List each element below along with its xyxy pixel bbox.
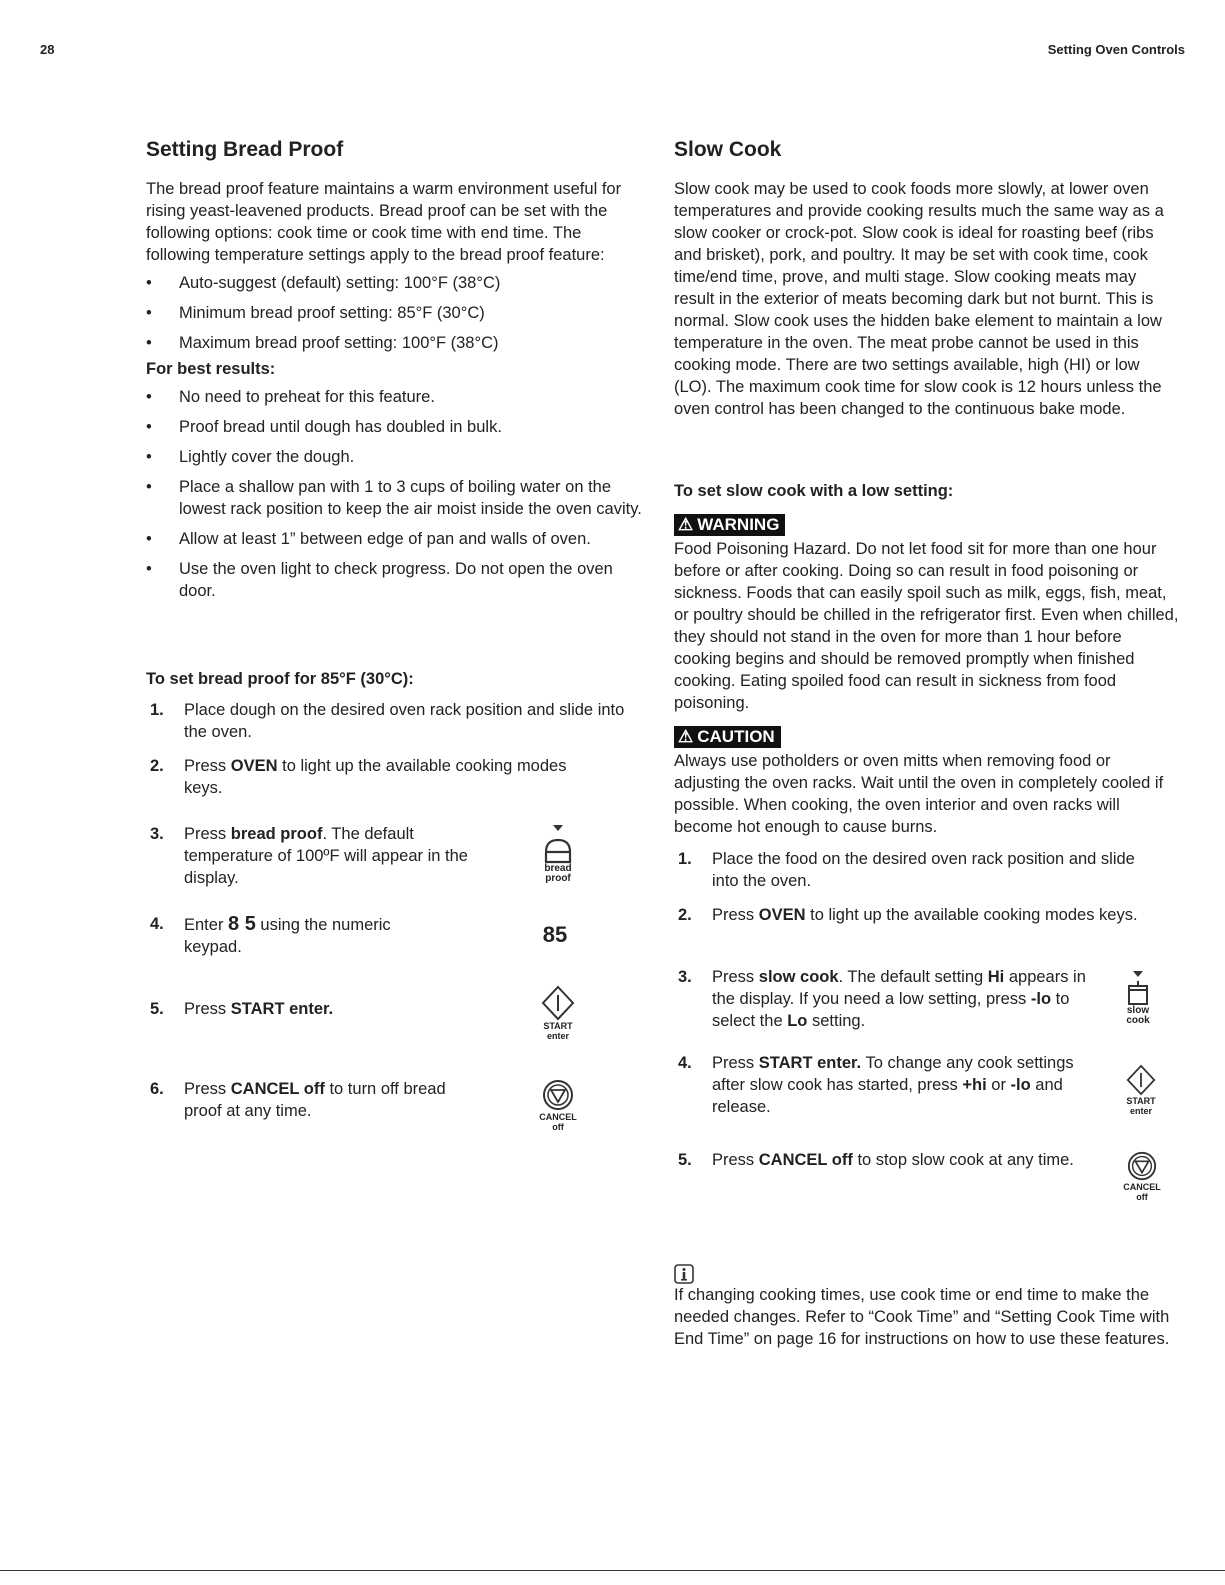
bread-proof-steps-heading: To set bread proof for 85°F (30°C):: [146, 670, 414, 688]
slow-cook-key[interactable]: [1118, 970, 1158, 1026]
step-text: Place the food on the desired oven rack position and slide into the oven.: [712, 850, 1135, 890]
start-key-text: START: [1126, 1096, 1156, 1106]
cancel-icon: [1126, 1150, 1158, 1182]
oven-key-label: OVEN: [758, 906, 806, 924]
step-text: or: [986, 1076, 1011, 1094]
step-2: [146, 755, 636, 801]
start-key-text: enter: [546, 1031, 569, 1041]
cancel-key-label: CANCEL off: [230, 1080, 325, 1098]
list-item: • Maximum bread proof setting: 100°F (38°C): [146, 332, 646, 354]
indicator-arrow-icon: [1132, 970, 1144, 978]
step-text: setting.: [807, 1012, 866, 1030]
step-number: 2.: [150, 757, 164, 775]
step-text: . The default temperature of 100ºF will appear in the display.: [184, 825, 468, 887]
step-number: 2.: [678, 906, 692, 924]
start-key-text: START: [543, 1021, 573, 1031]
list-item: • Proof bread until dough has doubled in bulk.: [146, 416, 646, 438]
page-bottom-rule: [0, 1570, 1225, 1571]
slow-step-1: [674, 848, 1174, 894]
cancel-icon: [541, 1078, 575, 1112]
lo-key-label: -lo: [1030, 990, 1052, 1008]
list-item: • Minimum bread proof setting: 85°F (30°C): [146, 302, 646, 324]
caution-label: CAUTION: [697, 727, 775, 746]
slow-cook-key-text: slow: [1126, 1005, 1150, 1016]
slow-cook-key-text: cook: [1126, 1015, 1150, 1026]
bread-proof-icon: [543, 838, 573, 864]
slow-step-5: [674, 1149, 1174, 1195]
start-icon: [1126, 1064, 1156, 1096]
start-key[interactable]: [1120, 1064, 1162, 1116]
slow-step-3: [674, 966, 1174, 1036]
cancel-key-text: off: [1136, 1192, 1148, 1202]
start-icon: [541, 985, 575, 1021]
start-key-label: START enter.: [230, 1000, 334, 1018]
slow-step-2: [674, 904, 1174, 950]
info-icon: [674, 1264, 694, 1284]
note-text: If changing cooking times, use cook time or end time to make the needed changes. Refer to “Cook Time” and “Setting Cook Time with End Time” on page 16 for instructions on how to use these features.: [674, 1286, 1170, 1348]
cancel-key-text: CANCEL: [539, 1112, 577, 1122]
cancel-key-text: off: [552, 1122, 564, 1132]
step-number: 1.: [150, 701, 164, 719]
cancel-key[interactable]: [530, 1078, 586, 1132]
step-text: to turn off bread proof at any time.: [184, 1080, 446, 1120]
step-1: [146, 699, 636, 745]
step-text: Press: [184, 1000, 231, 1018]
slow-cook-title: Slow Cook: [674, 138, 782, 161]
step-text: to light up the available cooking modes keys.: [805, 906, 1138, 924]
bread-proof-key-text: bread: [544, 863, 572, 874]
cancel-key[interactable]: [1115, 1150, 1169, 1202]
slow-cook-column: [674, 138, 1180, 420]
list-item: • Place a shallow pan with 1 to 3 cups of boiling water on the lowest rack position to keep the air moist inside the oven cavity.: [146, 476, 646, 520]
step-number: 6.: [150, 1080, 164, 1098]
slow-cook-intro: Slow cook may be used to cook foods more slowly, at lower oven temperatures and provide cooking results much the same way as a slow cooker or crock-pot. Slow cook is ideal for roasting beef (ribs and brisket), pork, and poultry. It may be set with cook time, cook time/end time, prove, and multi stage. Slow cooking meats may result in the exterior of meats becoming dark but not burnt. This is normal. Slow cook uses the hidden bake element to maintain a low temperature in the oven. The meat probe cannot be used in this cooking mode. There are two settings available, high (HI) or low (LO). The maximum cook time for slow cook is 12 hours unless the oven control has been changed to the continuous bake mode.: [674, 180, 1164, 418]
bread-proof-intro: The bread proof feature maintains a warm environment useful for rising yeast-leavened products. Bread proof can be set with the following options: cook time or cook time with end time. The following temperature settings apply to the bread proof feature:: [146, 180, 622, 264]
step-number: 3.: [678, 968, 692, 986]
page-number: 28: [40, 42, 55, 57]
step-text: Press: [184, 825, 231, 843]
warning-label: WARNING: [697, 515, 780, 534]
step-text: Press: [184, 1080, 231, 1098]
cancel-key-label: CANCEL off: [758, 1151, 853, 1169]
step-text: Press: [184, 757, 231, 775]
warning-text: Food Poisoning Hazard. Do not let food sit for more than one hour before or after cooking. Doing so can result in food poisoning or sickness. Foods that can easily spoil such as milk, eggs, fish, meat, or poultry should be chilled in the refrigerator first. Even when chilled, they should not stand in the oven for more than 1 hour before cooking begins and should be removed promptly when finished cooking. Eating spoiled food can result in sickness from food poisoning.: [674, 540, 1179, 712]
step-text: Press: [712, 906, 759, 924]
step-text: To change any cook settings after slow cook has started, press: [712, 1054, 1074, 1094]
indicator-arrow-icon: [552, 824, 564, 832]
keypad-digits: 8 5: [228, 913, 256, 935]
cancel-key-text: CANCEL: [1123, 1182, 1161, 1192]
step-text: using the numeric keypad.: [184, 916, 391, 956]
slow-cook-icon: [1124, 980, 1152, 1006]
step-text: to light up the available cooking modes keys.: [184, 757, 567, 797]
list-item: • Auto-suggest (default) setting: 100°F (38°C): [146, 272, 646, 294]
bread-proof-key-text: proof: [545, 873, 571, 884]
step-text: Press: [712, 1054, 759, 1072]
caution-badge: [674, 726, 781, 748]
caution-text: Always use potholders or oven mitts when removing food or adjusting the oven racks. Wait until the oven in completely cooled if possible. When cooking, the oven interior and oven racks will become hot enough to cause burns.: [674, 752, 1164, 836]
temperature-bullets: [146, 272, 646, 354]
step-number: 4.: [150, 915, 164, 933]
hi-key-label: +hi: [962, 1076, 987, 1094]
step-text: Place dough on the desired oven rack position and slide into the oven.: [184, 701, 625, 741]
step-number: 5.: [150, 1000, 164, 1018]
start-key-label: START enter.: [758, 1054, 862, 1072]
hi-setting-label: Hi: [987, 968, 1005, 986]
step-text: . The default setting: [838, 968, 988, 986]
start-key-text: enter: [1129, 1106, 1152, 1116]
oven-key-label: OVEN: [230, 757, 278, 775]
step-number: 4.: [678, 1054, 692, 1072]
caution-triangle-icon: ⚠: [678, 727, 694, 746]
step-text: to select the: [712, 990, 1070, 1030]
start-key[interactable]: [534, 985, 582, 1041]
bread-proof-key-label: bread proof: [230, 825, 323, 843]
slow-cook-steps-heading: To set slow cook with a low setting:: [674, 482, 954, 500]
warning-badge: [674, 514, 785, 536]
list-item: • Use the oven light to check progress. Do not open the oven door.: [146, 558, 646, 602]
bread-proof-key[interactable]: [534, 824, 582, 884]
step-number: 5.: [678, 1151, 692, 1169]
slow-step-4: [674, 1052, 1174, 1122]
best-results-bullets: [146, 386, 646, 602]
lo-key-label: -lo: [1010, 1076, 1031, 1094]
step-text: Enter: [184, 916, 229, 934]
list-item: • Allow at least 1” between edge of pan and walls of oven.: [146, 528, 646, 550]
step-number: 3.: [150, 825, 164, 843]
slow-cook-key-label: slow cook: [758, 968, 839, 986]
step-text: Press: [712, 1151, 759, 1169]
step-text: appears in the display. If you need a low setting, press: [712, 968, 1086, 1008]
best-results-label: For best results:: [146, 360, 276, 378]
display-readout: 85: [542, 922, 568, 947]
step-text: and release.: [712, 1076, 1063, 1116]
step-text: to stop slow cook at any time.: [852, 1151, 1074, 1169]
list-item: • No need to preheat for this feature.: [146, 386, 646, 408]
lo-setting-label: Lo: [787, 1012, 808, 1030]
bread-proof-title: Setting Bread Proof: [146, 138, 344, 161]
step-number: 1.: [678, 850, 692, 868]
step-text: Press: [712, 968, 759, 986]
list-item: • Lightly cover the dough.: [146, 446, 646, 468]
section-title: Setting Oven Controls: [1047, 42, 1185, 57]
warning-triangle-icon: ⚠: [678, 515, 694, 534]
bread-proof-column: [146, 138, 646, 610]
